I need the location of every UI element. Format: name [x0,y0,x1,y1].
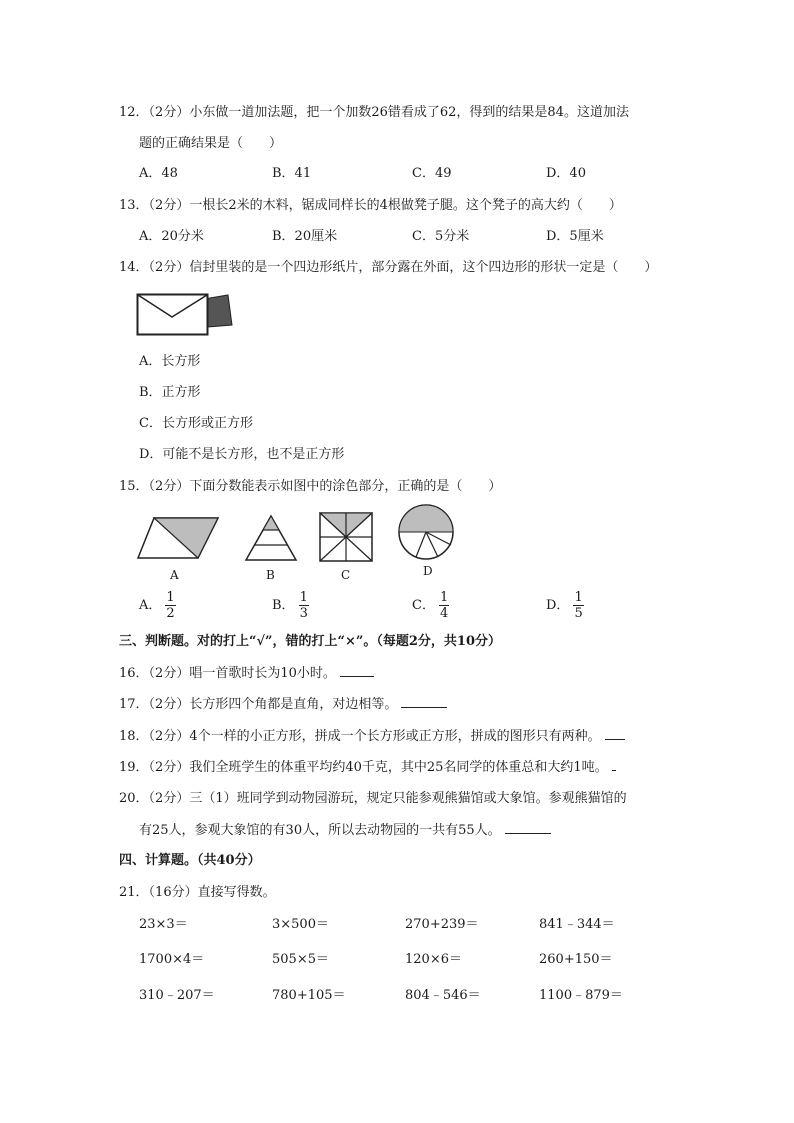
calc-r3-c1[interactable]: 310﹣207＝ [139,988,215,1003]
q15-option-c[interactable] [412,590,449,621]
calc-r2-c4[interactable]: 260+150＝ [539,952,613,967]
calc-r3-c4[interactable]: 1100﹣879＝ [539,988,623,1003]
q12-text-line1: 12．（2分）小东做一道加法题，把一个加数26错看成了62，得到的结果是84。这道加法 [119,105,629,120]
q15-option-d[interactable] [546,590,584,621]
q19-answer-blank[interactable] [612,758,616,771]
q13-option-b[interactable]: B．20厘米 [272,229,338,244]
figure-label-c: C [341,568,351,582]
q17-text: 17．（2分）长方形四个角都是直角，对边相等。 [119,697,398,712]
q12-option-b[interactable]: B．41 [272,166,312,181]
q20-row-line2 [139,821,551,840]
calc-r1-c2[interactable]: 3×500＝ [272,917,329,932]
q18-row [119,727,625,746]
q14-option-c[interactable]: C．长方形或正方形 [139,416,253,431]
q15-option-a-prefix: A． [139,598,162,613]
envelope-figure [136,291,234,337]
q14-option-b[interactable]: B．正方形 [139,385,201,400]
q17-row [119,695,447,714]
q18-text: 18．（2分）4个一样的小正方形，拼成一个长方形或正方形，拼成的图形只有两种。 [119,729,601,744]
q13-option-a[interactable]: A．20分米 [139,229,204,244]
q20-answer-blank[interactable] [505,821,551,834]
calc-r1-c1[interactable]: 23×3＝ [139,917,188,932]
section-4-heading: 四、计算题。（共40分） [119,853,261,868]
q16-text: 16．（2分）唱一首歌时长为10小时。 [119,666,336,681]
q20-text-line1: 20．（2分）三（1）班同学到动物园游玩，规定只能参观熊猫馆或大象馆。参观熊猫馆的 [119,791,627,806]
fraction-numerator: 1 [166,590,175,605]
fraction-numerator: 1 [299,590,308,605]
q15-figures [134,502,459,582]
q19-row [119,758,616,777]
calc-r2-c1[interactable]: 1700×4＝ [139,952,205,967]
q12-option-c[interactable]: C．49 [412,166,452,181]
fraction-numerator: 1 [574,590,583,605]
q12-option-a[interactable]: A．48 [139,166,178,181]
figure-d-shaded [399,505,453,532]
fraction-one-third [299,590,309,621]
q18-answer-blank[interactable] [605,727,625,740]
fraction-denominator: 3 [299,606,308,621]
fraction-denominator: 2 [166,606,175,621]
q20-text-line2: 有25人，参观大象馆的有30人，所以去动物园的一共有55人。 [139,823,501,838]
q14-option-d[interactable]: D．可能不是长方形，也不是正方形 [139,447,345,462]
q16-row [119,664,374,683]
figure-label-b: B [266,568,275,582]
calc-r1-c3[interactable]: 270+239＝ [405,917,479,932]
figure-label-d: D [423,564,433,578]
q14-text: 14．（2分）信封里装的是一个四边形纸片，部分露在外面，这个四边形的形状一定是（ ） [119,260,658,275]
calc-r1-c4[interactable]: 841﹣344＝ [539,917,615,932]
q15-option-a[interactable] [139,590,176,621]
q15-option-c-prefix: C． [412,598,435,613]
q17-answer-blank[interactable] [401,695,447,708]
q13-option-d[interactable]: D．5厘米 [546,229,604,244]
fraction-one-quarter [439,590,449,621]
q15-option-d-prefix: D． [546,598,570,613]
q19-text: 19．（2分）我们全班学生的体重平均约40千克，其中25名同学的体重总和大约1吨。 [119,760,608,775]
q21-title: 21．（16分）直接写得数。 [119,885,276,900]
fraction-one-half [165,590,175,621]
q13-option-c[interactable]: C．5分米 [412,229,470,244]
calc-r3-c3[interactable]: 804﹣546＝ [405,988,481,1003]
calc-r3-c2[interactable]: 780+105＝ [272,988,346,1003]
q12-option-d[interactable]: D．40 [546,166,586,181]
q14-option-a[interactable]: A．长方形 [139,354,201,369]
calc-r2-c3[interactable]: 120×6＝ [405,952,462,967]
q16-answer-blank[interactable] [340,664,374,677]
section-3-heading: 三、判断题。对的打上“√”，错的打上“×”。（每题2分，共10分） [119,634,501,649]
calc-r2-c2[interactable]: 505×5＝ [272,952,329,967]
figure-label-a: A [170,568,179,582]
fraction-denominator: 5 [574,606,583,621]
q12-text-line2: 题的正确结果是（ ） [139,136,283,151]
q15-text: 15．（2分）下面分数能表示如图中的涂色部分，正确的是（ ） [119,479,502,494]
q15-option-b-prefix: B． [272,598,295,613]
fraction-denominator: 4 [439,606,449,621]
q13-text: 13．（2分）一根长2米的木料，锯成同样长的4根做凳子腿。这个凳子的高大约（ ） [119,198,622,213]
fraction-numerator: 1 [439,590,449,605]
figure-b-shaded [263,516,279,530]
fraction-one-fifth [573,590,583,621]
q15-option-b[interactable] [272,590,309,621]
